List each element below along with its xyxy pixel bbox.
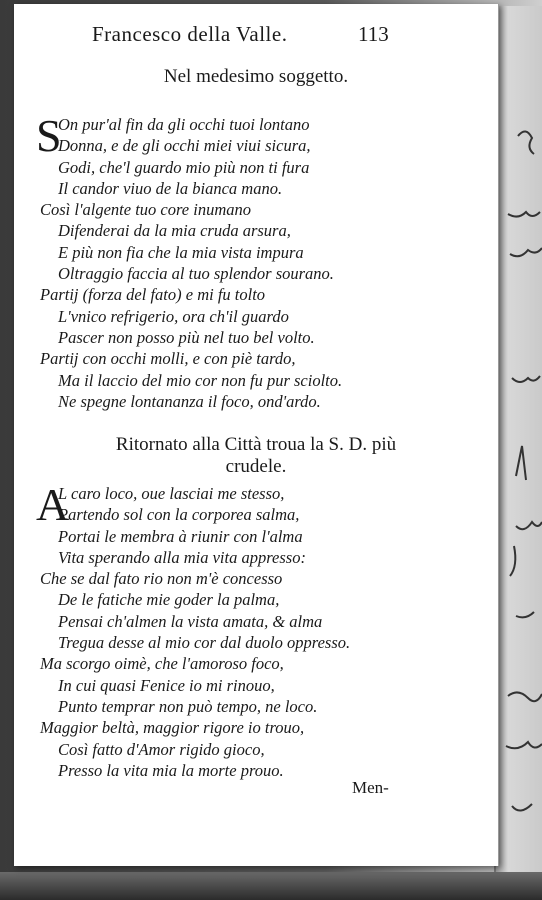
verse-line: Maggior beltà, maggior rigore io trouo, [40, 718, 305, 738]
verse-line: In cui quasi Fenice io mi rinouo, [58, 675, 275, 695]
verse-line: Ma scorgo oimè, che l'amoroso foco, [40, 654, 284, 674]
poem2-body [14, 479, 498, 781]
poem2-first-line-text: L caro loco, oue lasciai me stesso, [58, 484, 285, 503]
verse-line: Godi, che'l guardo mio più non ti fura [58, 157, 310, 177]
verse-line: Donna, e de gli occhi miei viui sicura, [58, 136, 311, 156]
running-head [14, 16, 498, 46]
verse-line: Così l'algente tuo core inumano [40, 200, 251, 220]
poem1-body [14, 110, 498, 412]
verse-line: Oltraggio faccia al tuo splendor sourano. [58, 264, 334, 284]
poem2-title-line2: crudele. [225, 456, 287, 477]
verse-line: Presso la vita mia la morte prouo. [58, 760, 284, 780]
verse-line: Ma il laccio del mio cor non fu pur sciolto. [58, 370, 343, 390]
verse-line: Il candor viuo de la bianca mano. [58, 178, 283, 198]
verse-line: L'vnico refrigerio, ora ch'il guardo [58, 306, 289, 326]
verse-line: Partendo sol con la corporea salma, [58, 505, 300, 525]
verse-line: Vita sperando alla mia vita appresso: [58, 547, 306, 567]
verse-line: Tregua desse al mio cor dal duolo oppresso. [58, 633, 351, 653]
poem1-title: Nel medesimo soggetto. [163, 66, 349, 87]
poem1-first-line-text: On pur'al fin da gli occhi tuoi lontano [58, 115, 310, 134]
facing-page-edge [494, 6, 542, 872]
page-number: 113 [358, 22, 389, 46]
verse-line: Partij (forza del fato) e mi fu tolto [40, 285, 266, 305]
verse-line: Pensai ch'almen la vista amata, & alma [58, 611, 323, 631]
verse-line: Così fatto d'Amor rigido gioco, [58, 739, 265, 759]
verse-line: Difenderai da la mia cruda arsura, [58, 221, 291, 241]
verse-line: E più non fia che la mia vista impura [58, 242, 304, 262]
catchword: Men- [352, 778, 389, 797]
handwriting-marks [496, 6, 542, 872]
book-page [14, 4, 499, 866]
verse-line: Punto temprar non può tempo, ne loco. [58, 696, 318, 716]
verse-line: Portai le membra à riunir con l'alma [58, 526, 303, 546]
book-bottom-edge [0, 872, 542, 900]
verse-line: De le fatiche mie goder la palma, [58, 590, 280, 610]
verse-line: Partij con occhi molli, e con piè tardo, [40, 349, 296, 369]
verse-line: Che se dal fato rio non m'è concesso [40, 569, 283, 589]
poem2-title-line1: Ritornato alla Città troua la S. D. più [115, 434, 397, 455]
verse-line: Ne spegne lontananza il foco, ond'ardo. [58, 391, 321, 411]
verse-line: Pascer non posso più nel tuo bel volto. [58, 327, 315, 347]
running-title: Francesco della Valle. [92, 22, 288, 46]
poem1-dropcap: S [36, 110, 62, 161]
poem2-dropcap: A [36, 479, 70, 530]
